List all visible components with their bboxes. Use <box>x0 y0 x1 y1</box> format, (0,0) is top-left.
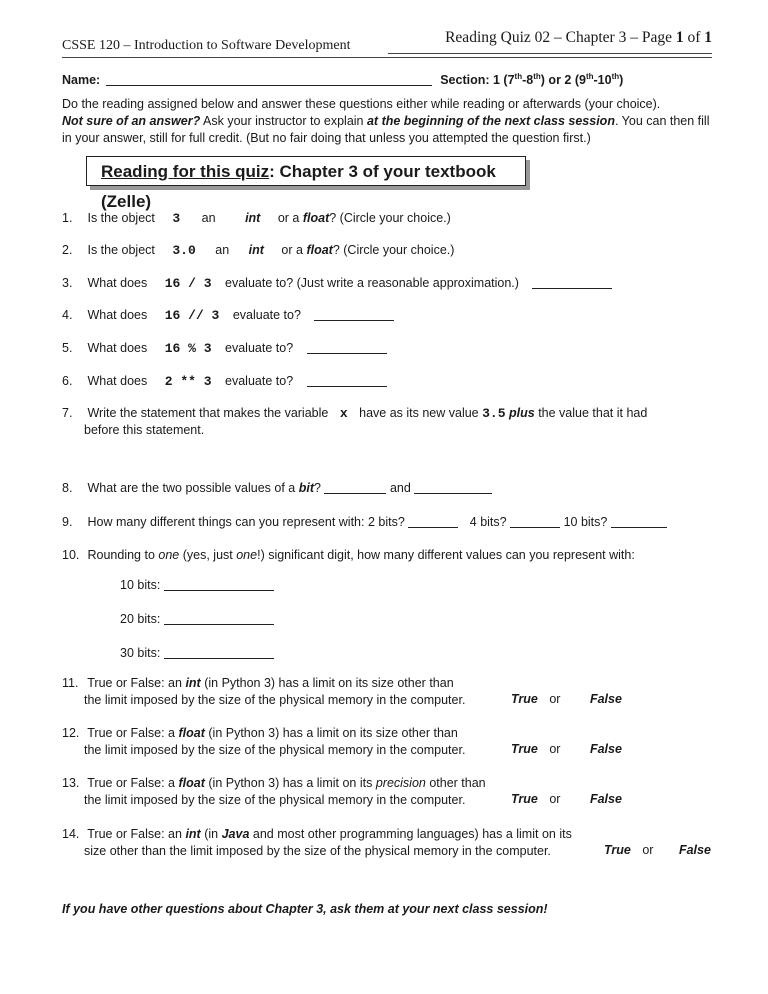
footer-note: If you have other questions about Chapter 3, ask them at your next class session! <box>62 902 548 916</box>
quiz-page-header: Reading Quiz 02 – Chapter 3 – Page 1 of 1 <box>445 29 712 46</box>
choice-int[interactable]: int <box>248 243 264 257</box>
q10-10-bits: 10 bits: <box>120 578 274 592</box>
reading-assignment-box: Reading for this quiz: Chapter 3 of your textbook (Zelle) <box>86 156 526 186</box>
q13-choices: True or False <box>511 792 622 806</box>
choice-float[interactable]: float <box>302 211 330 225</box>
answer-blank[interactable] <box>611 527 667 528</box>
question-11-cont: the limit imposed by the size of the physical memory in the computer. <box>84 693 466 707</box>
q11-choices: True or False <box>511 692 622 706</box>
instructions: Do the reading assigned below and answer these questions either while reading or afterwards (your choice). Not sure of an answer? Ask your instructor to explain at the beginning of the next class session. You can then fill in your answer, still for full credit. (But no fair doing that unless you attempted the question first.) <box>62 97 710 145</box>
answer-blank[interactable] <box>510 527 560 528</box>
question-13-cont: the limit imposed by the size of the physical memory in the computer. <box>84 793 466 807</box>
choice-float[interactable]: float <box>306 243 333 257</box>
answer-blank[interactable] <box>164 658 274 659</box>
question-2: 2. Is the object 3.0 an int or a float? (Circle your choice.) <box>62 243 455 258</box>
answer-blank[interactable] <box>532 288 612 289</box>
question-11: 11. True or False: an int (in Python 3) has a limit on its size other than <box>62 676 454 690</box>
question-1: 1. Is the object 3 an int or a float? (Circle your choice.) <box>62 211 451 226</box>
q7-answer-area[interactable] <box>84 440 704 476</box>
header-rule <box>388 53 712 54</box>
choice-false[interactable]: False <box>678 843 711 857</box>
choice-false[interactable]: False <box>589 692 622 706</box>
name-field[interactable] <box>106 85 432 86</box>
question-7: 7. Write the statement that makes the variable x have as its new value 3.5 plus the value that it had <box>62 406 648 421</box>
question-14-cont: size other than the limit imposed by the size of the physical memory in the computer. <box>84 844 551 858</box>
answer-blank[interactable] <box>324 493 386 494</box>
question-12: 12. True or False: a float (in Python 3) has a limit on its size other than <box>62 726 458 740</box>
q10-20-bits: 20 bits: <box>120 612 274 626</box>
choice-true[interactable]: True <box>604 843 631 857</box>
choice-true[interactable]: True <box>511 792 538 806</box>
choice-false[interactable]: False <box>589 792 622 806</box>
header-rule-full <box>62 57 712 58</box>
question-12-cont: the limit imposed by the size of the physical memory in the computer. <box>84 743 466 757</box>
choice-false[interactable]: False <box>589 742 622 756</box>
answer-blank[interactable] <box>314 320 394 321</box>
answer-blank[interactable] <box>164 590 274 591</box>
course-title: CSSE 120 – Introduction to Software Development <box>62 38 351 53</box>
question-9: 9. How many different things can you represent with: 2 bits? 4 bits? 10 bits? <box>62 514 667 531</box>
question-14: 14. True or False: an int (in Java and most other programming languages) has a limit on its <box>62 827 572 841</box>
question-8: 8. What are the two possible values of a bit? and <box>62 480 492 497</box>
answer-blank[interactable] <box>164 624 274 625</box>
question-13: 13. True or False: a float (in Python 3) has a limit on its precision other than <box>62 776 486 790</box>
q12-choices: True or False <box>511 742 622 756</box>
choice-true[interactable]: True <box>511 742 538 756</box>
question-10: 10. Rounding to one (yes, just one!) significant digit, how many different values can you represent with: <box>62 548 635 562</box>
q14-choices: True or False <box>604 843 711 857</box>
answer-blank[interactable] <box>307 353 387 354</box>
q10-30-bits: 30 bits: <box>120 646 274 660</box>
answer-blank[interactable] <box>408 527 458 528</box>
question-3: 3. What does 16 / 3 evaluate to? (Just write a reasonable approximation.) <box>62 275 612 292</box>
choice-true[interactable]: True <box>511 692 538 706</box>
question-7-cont: before this statement. <box>84 423 205 437</box>
choice-int[interactable]: int <box>245 211 261 225</box>
answer-blank[interactable] <box>414 493 492 494</box>
question-5: 5. What does 16 % 3 evaluate to? <box>62 340 387 357</box>
question-4: 4. What does 16 // 3 evaluate to? <box>62 307 394 324</box>
answer-blank[interactable] <box>307 386 387 387</box>
name-section-row: Name: Section: 1 (7th-8th) or 2 (9th-10th) <box>62 72 624 88</box>
question-6: 6. What does 2 ** 3 evaluate to? <box>62 373 387 390</box>
